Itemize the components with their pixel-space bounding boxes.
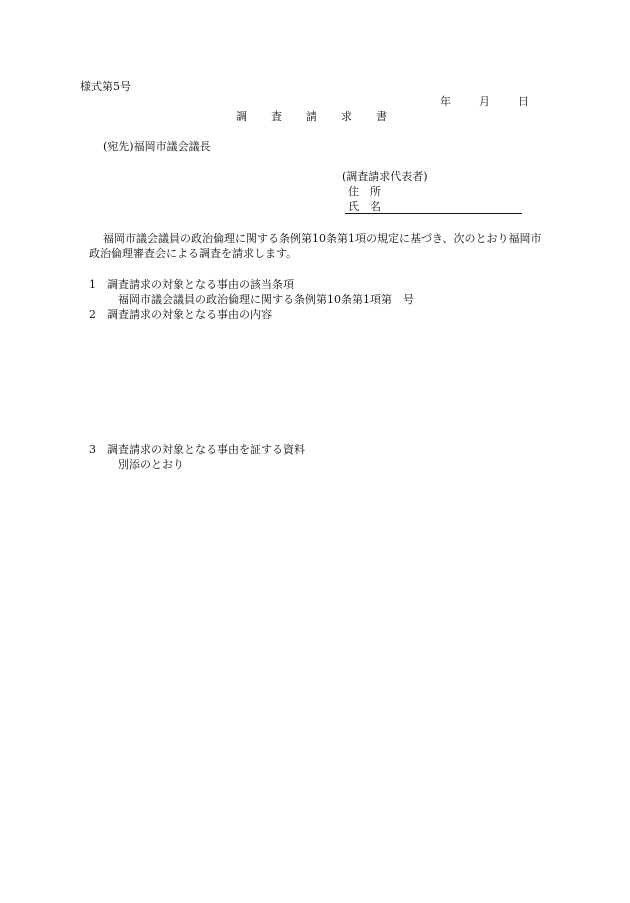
date-day: 日: [518, 95, 529, 108]
item-1: [89, 278, 294, 292]
title-char: 調: [236, 110, 247, 123]
date-year: 年: [440, 95, 451, 108]
request-body-text: 福岡市議会議員の政治倫理に関する条例第10条第1項の規定に基づき、次のとおり福岡市政治倫理審査会による調査を請求します。: [89, 232, 542, 260]
item-label: 調査請求の対象となる事由の該当条項: [107, 278, 294, 291]
title-char: 請: [306, 110, 317, 123]
date-line: [440, 95, 529, 109]
form-number: 様式第5号: [80, 80, 131, 93]
title-char: 査: [271, 110, 282, 123]
item-2: [89, 308, 272, 322]
item-label: 調査請求の対象となる事由の内容: [107, 308, 272, 321]
item-label: 調査請求の対象となる事由を証する資料: [107, 443, 305, 456]
addressee: (宛先)福岡市議会議長: [103, 140, 211, 153]
address-label: 住 所: [348, 185, 381, 198]
item-number: 2: [89, 308, 96, 321]
item-3-detail: 別添のとおり: [118, 458, 184, 471]
name-underline: [345, 213, 522, 214]
document-title: [236, 110, 411, 124]
date-month: 月: [479, 95, 490, 108]
item-number: 3: [89, 443, 96, 456]
representative-label: (調査請求代表者): [342, 170, 428, 183]
item-3: [89, 443, 305, 457]
title-char: 書: [376, 110, 387, 123]
item-1-detail: 福岡市議会議員の政治倫理に関する条例第10条第1項第 号: [118, 293, 414, 306]
title-char: 求: [341, 110, 352, 123]
item-number: 1: [89, 278, 96, 291]
name-label: 氏 名: [348, 200, 381, 213]
